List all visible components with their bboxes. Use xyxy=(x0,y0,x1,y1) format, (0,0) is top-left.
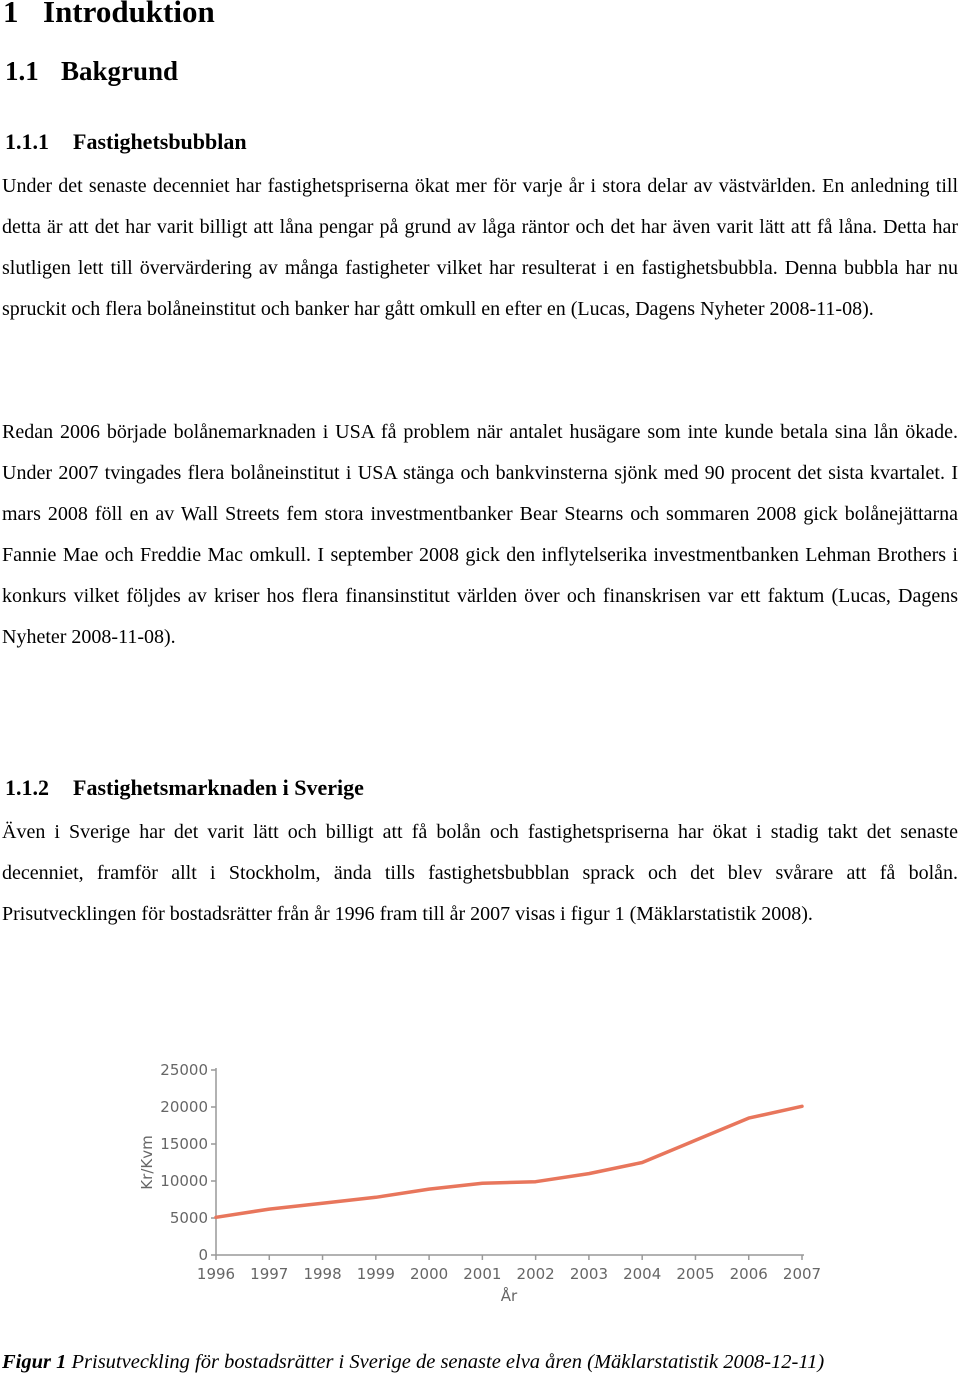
paragraph: Under det senaste decenniet har fastighetspriserna ökat mer för varje år i stora delar av västvärlden. En anledning till detta är att det har varit billigt att låna pengar på grund av låga räntor och det har även varit lätt att få låna. Detta har slutligen lett till övervärdering av många fastigheter vilket har resulterat i en fastighetsbubbla. Denna bubbla har nu spruckit och flera bolåneinstitut och banker har gått omkull en efter en (Lucas, Dagens Nyheter 2008-11-08). xyxy=(2,175,958,320)
chart-y-axis-label: Kr/Kvm xyxy=(138,1135,156,1190)
chart-x-tick-label: 2000 xyxy=(409,1265,449,1283)
chart-x-tick-label: 1997 xyxy=(250,1265,289,1283)
figure-caption-label: Figur 1 xyxy=(2,1351,67,1373)
chart-x-tick-label: 2006 xyxy=(729,1265,768,1283)
chart-x-tick-label: 1999 xyxy=(356,1265,395,1283)
chart-x-tick-label: 2002 xyxy=(516,1265,555,1283)
subsection-number: 1.1.1 xyxy=(5,129,49,154)
subsection-title: Fastighetsbubblan xyxy=(73,129,247,154)
chapter-title: Introduktion xyxy=(43,0,215,29)
section-number: 1.1 xyxy=(5,56,39,86)
chart-y-tick-label: 5000 xyxy=(169,1209,208,1227)
chapter-number: 1 xyxy=(3,0,19,29)
section-heading xyxy=(5,56,178,87)
subsection-heading-fastighetsbubblan xyxy=(5,129,247,155)
chart-x-axis-label: År xyxy=(500,1287,518,1305)
chart-x-tick-label: 2003 xyxy=(569,1265,609,1283)
chart-x-tick-label: 2007 xyxy=(782,1265,822,1283)
section-title: Bakgrund xyxy=(61,56,179,86)
chart-y-tick-label: 20000 xyxy=(160,1098,208,1116)
subsection-number: 1.1.2 xyxy=(5,775,49,800)
paragraph: Redan 2006 började bolånemarknaden i USA få problem när antalet husägare som inte kunde betala sina lån ökade. Under 2007 tvingades flera bolåneinstitut i USA stänga och bankvinsterna sjönk med 90 procent det sista kvartalet. I mars 2008 föll en av Wall Streets fem stora investmentbanker Bear Stearns och sommaren 2008 gick bolånejättarna Fannie Mae och Freddie Mac omkull. I september 2008 gick den inflytelserika investmentbanken Lehman Brothers i konkurs vilket följdes av kriser hos flera finansinstitut världen över och finanskrisen var ett faktum (Lucas, Dagens Nyheter 2008-11-08). xyxy=(2,421,958,648)
subsection-heading-fastighetsmarknaden xyxy=(5,775,364,801)
chart-x-tick-label: 2001 xyxy=(463,1265,502,1283)
chart-series-line xyxy=(216,1106,802,1217)
chart-x-tick-label: 1998 xyxy=(303,1265,342,1283)
chart-y-tick-label: 25000 xyxy=(160,1061,208,1079)
subsection-title: Fastighetsmarknaden i Sverige xyxy=(73,775,364,800)
chart-y-tick-label: 0 xyxy=(198,1246,208,1264)
price-chart xyxy=(130,1050,830,1310)
chart-y-tick-label: 10000 xyxy=(160,1172,208,1190)
chart-x-tick-label: 1996 xyxy=(196,1265,236,1283)
chapter-heading xyxy=(3,0,215,30)
chart-x-tick-label: 2005 xyxy=(676,1265,715,1283)
figure-caption-text: Prisutveckling för bostadsrätter i Sverige de senaste elva åren (Mäklarstatistik 2008-12-11) xyxy=(66,1351,825,1373)
paragraph: Även i Sverige har det varit lätt och billigt att få bolån och fastighetspriserna har ökat i stadig takt det senaste decenniet, framför allt i Stockholm, ända tills fastighetsbubblan sprack och det blev svårare att få bolån. Prisutvecklingen för bostadsrätter från år 1996 fram till år 2007 visas i figur 1 (Mäklarstatistik 2008). xyxy=(2,821,958,925)
chart-x-tick-label: 2004 xyxy=(623,1265,662,1283)
figure-caption xyxy=(2,1351,960,1374)
chart-y-tick-label: 15000 xyxy=(160,1135,208,1153)
